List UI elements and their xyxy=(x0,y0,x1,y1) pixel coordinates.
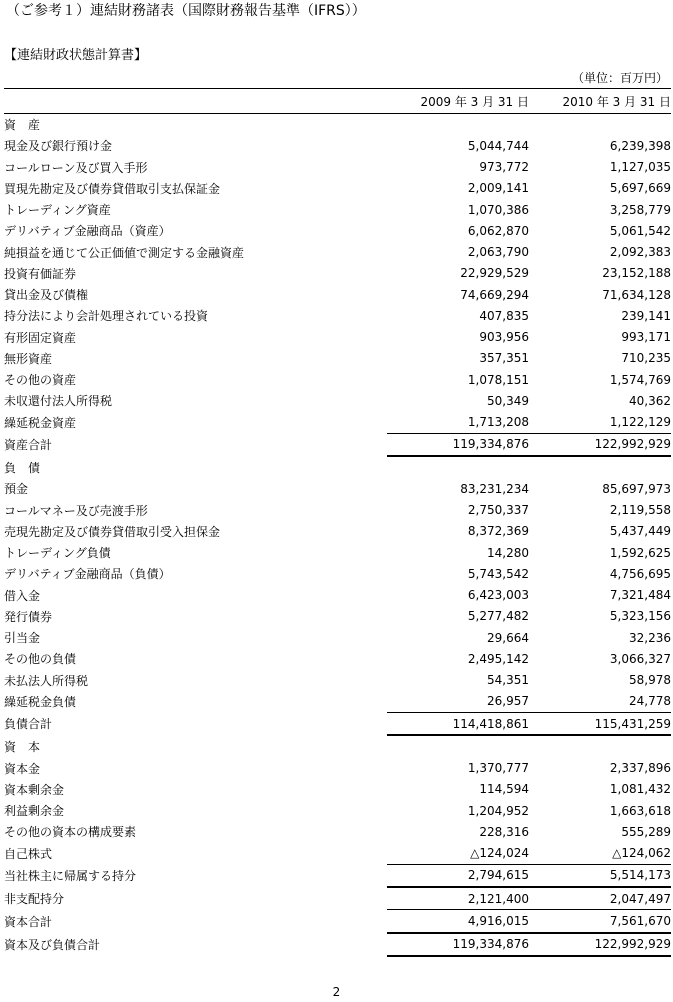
table-row xyxy=(4,606,671,627)
table-row xyxy=(4,779,671,800)
row-label: 預金 xyxy=(4,482,29,497)
value-2009: 26,957 xyxy=(487,694,529,709)
table-row xyxy=(4,178,671,199)
table-row xyxy=(4,456,671,478)
value-2010: 1,081,432 xyxy=(609,782,671,797)
value-2009: 5,044,744 xyxy=(467,138,529,153)
row-label: コールローン及び買入手形 xyxy=(4,160,148,175)
row-label: 自己株式 xyxy=(4,846,53,861)
row-label: 有形固定資産 xyxy=(4,330,77,345)
value-2010: 5,697,669 xyxy=(609,181,671,196)
row-label: 繰延税金負債 xyxy=(4,695,77,710)
table-row xyxy=(4,305,671,326)
value-2009: 114,418,861 xyxy=(387,713,529,736)
header-label-cell xyxy=(4,89,387,114)
row-label: 資本剰余金 xyxy=(4,782,65,797)
value-2010: 2,092,383 xyxy=(609,245,671,260)
table-row xyxy=(4,135,671,156)
value-2009: 1,204,952 xyxy=(467,803,529,818)
value-2009: 1,370,777 xyxy=(467,761,529,776)
table-row xyxy=(4,157,671,178)
row-label: 未払法人所得税 xyxy=(4,673,89,688)
row-label: 純損益を通じて公正価値で測定する金融資産 xyxy=(4,245,245,260)
row-label: 借入金 xyxy=(4,588,41,603)
row-label: トレーディング資産 xyxy=(4,203,111,218)
value-2009: 903,956 xyxy=(479,330,529,345)
value-2009: 22,929,529 xyxy=(460,266,529,281)
table-row xyxy=(4,585,671,606)
value-2010: 1,127,035 xyxy=(609,160,671,175)
value-2009 xyxy=(387,735,529,757)
row-label: その他の資本の構成要素 xyxy=(4,825,137,840)
row-label: デリバティブ金融商品（負債） xyxy=(4,567,171,582)
value-2010: 6,239,398 xyxy=(609,138,671,153)
value-2009: 2,009,141 xyxy=(467,181,529,196)
value-2010: 122,992,929 xyxy=(529,433,671,456)
value-2009 xyxy=(387,114,529,136)
value-2010: 4,756,695 xyxy=(609,566,671,581)
value-2009: 2,750,337 xyxy=(467,503,529,518)
value-2009: 119,334,876 xyxy=(387,933,529,956)
value-2009: 4,916,015 xyxy=(387,910,529,933)
value-2009: 228,316 xyxy=(479,824,529,839)
row-label: トレーディング負債 xyxy=(4,546,111,561)
value-2010: 5,514,173 xyxy=(529,864,671,887)
table-row xyxy=(4,887,671,910)
value-2009: 114,594 xyxy=(479,782,529,797)
value-2010: 2,047,497 xyxy=(609,891,671,906)
value-2009: 6,423,003 xyxy=(467,588,529,603)
value-2010: 5,323,156 xyxy=(609,609,671,624)
row-label: 貸出金及び債権 xyxy=(4,288,89,303)
value-2010: 1,592,625 xyxy=(609,545,671,560)
row-label: 資本金 xyxy=(4,761,41,776)
value-2009: 1,070,386 xyxy=(467,202,529,217)
value-2009: 5,743,542 xyxy=(467,566,529,581)
row-label: 未収還付法人所得税 xyxy=(4,394,113,409)
row-label: 売現先勘定及び債券貸借取引受入担保金 xyxy=(4,524,221,539)
row-label: 利益剰余金 xyxy=(4,804,65,819)
value-2010: 71,634,128 xyxy=(602,287,671,302)
row-label: コールマネー及び売渡手形 xyxy=(4,503,148,518)
row-label: その他の負債 xyxy=(4,652,77,667)
row-label: 資本合計 xyxy=(4,914,53,929)
row-label: 発行債券 xyxy=(4,609,53,624)
value-2010 xyxy=(529,114,671,136)
row-label: 投資有価証券 xyxy=(4,266,77,281)
value-2010: 2,337,896 xyxy=(609,761,671,776)
table-row xyxy=(4,348,671,369)
table-row xyxy=(4,433,671,456)
header-date-2009: 2009 年 3 月 31 日 xyxy=(387,89,529,114)
unit-label: （単位：百万円） xyxy=(571,71,668,85)
value-2009: 50,349 xyxy=(487,393,529,408)
value-2010: 122,992,929 xyxy=(529,933,671,956)
table-row xyxy=(4,627,671,648)
row-label: デリバティブ金融商品（資産） xyxy=(4,224,171,239)
value-2009: 14,280 xyxy=(487,545,529,560)
value-2010: 115,431,259 xyxy=(529,713,671,736)
table-row xyxy=(4,369,671,390)
value-2010: 85,697,973 xyxy=(602,481,671,496)
table-row xyxy=(4,648,671,669)
value-2009: 5,277,482 xyxy=(467,609,529,624)
value-2009: 83,231,234 xyxy=(460,481,529,496)
value-2009: 2,121,400 xyxy=(467,891,529,906)
table-row xyxy=(4,691,671,713)
value-2010 xyxy=(529,735,671,757)
value-2009: 119,334,876 xyxy=(387,433,529,456)
table-row xyxy=(4,933,671,956)
table-row xyxy=(4,758,671,779)
table-row xyxy=(4,242,671,263)
table-row xyxy=(4,114,671,136)
row-label: 負債合計 xyxy=(4,717,53,732)
value-2009: 29,664 xyxy=(487,630,529,645)
table-header-row xyxy=(4,89,671,114)
table-row xyxy=(4,263,671,284)
value-2009: 973,772 xyxy=(479,160,529,175)
value-2010: 5,437,449 xyxy=(609,524,671,539)
value-2010: 40,362 xyxy=(629,393,671,408)
table-row xyxy=(4,910,671,933)
table-row xyxy=(4,220,671,241)
header-date-2010: 2010 年 3 月 31 日 xyxy=(529,89,671,114)
row-label: 現金及び銀行預け金 xyxy=(4,139,113,154)
row-label: 負 債 xyxy=(4,460,41,475)
row-label: 引当金 xyxy=(4,631,41,646)
value-2010: 555,289 xyxy=(621,824,671,839)
table-row xyxy=(4,821,671,842)
value-2009: 8,372,369 xyxy=(467,524,529,539)
value-2009: 1,713,208 xyxy=(467,415,529,430)
table-row xyxy=(4,713,671,736)
row-label: 持分法により会計処理されている投資 xyxy=(4,309,209,324)
value-2009: 6,062,870 xyxy=(467,223,529,238)
value-2010: 32,236 xyxy=(629,630,671,645)
value-2009: 54,351 xyxy=(487,673,529,688)
value-2009: 2,063,790 xyxy=(467,245,529,260)
value-2010: 1,122,129 xyxy=(609,415,671,430)
value-2010: △124,062 xyxy=(612,846,671,861)
value-2010: 1,574,769 xyxy=(609,372,671,387)
value-2010: 3,066,327 xyxy=(609,651,671,666)
table-row xyxy=(4,843,671,865)
value-2009: 74,669,294 xyxy=(460,287,529,302)
row-label: 資 本 xyxy=(4,739,41,754)
value-2010: 7,561,670 xyxy=(529,910,671,933)
table-row xyxy=(4,670,671,691)
value-2010: 7,321,484 xyxy=(609,588,671,603)
value-2009: 1,078,151 xyxy=(467,372,529,387)
value-2010: 710,235 xyxy=(621,351,671,366)
table-row xyxy=(4,199,671,220)
document-title: （ご参考１）連結財務諸表（国際財務報告基準（IFRS）） xyxy=(6,3,366,19)
value-2009: 357,351 xyxy=(479,351,529,366)
row-label: 無形資産 xyxy=(4,351,53,366)
row-label: 繰延税金資産 xyxy=(4,415,77,430)
value-2009: 2,794,615 xyxy=(387,864,529,887)
value-2010: 5,061,542 xyxy=(609,223,671,238)
table-row xyxy=(4,800,671,821)
value-2010 xyxy=(529,456,671,478)
table-row xyxy=(4,478,671,499)
page-number: 2 xyxy=(332,985,341,999)
table-row xyxy=(4,284,671,305)
value-2010: 239,141 xyxy=(621,308,671,323)
row-label: 資 産 xyxy=(4,118,41,133)
value-2009 xyxy=(387,456,529,478)
table-row xyxy=(4,563,671,584)
table-row xyxy=(4,735,671,757)
table-row xyxy=(4,864,671,887)
row-label: 当社株主に帰属する持分 xyxy=(4,869,137,884)
table-row xyxy=(4,500,671,521)
row-label: 非支配持分 xyxy=(4,891,65,906)
value-2009: △124,024 xyxy=(470,846,529,861)
row-label: その他の資産 xyxy=(4,373,77,388)
table-row xyxy=(4,390,671,411)
value-2009: 407,835 xyxy=(479,308,529,323)
value-2010: 58,978 xyxy=(629,673,671,688)
statement-title: 【連結財政状態計算書】 xyxy=(4,48,148,63)
financial-position-table xyxy=(4,88,671,957)
table-row xyxy=(4,521,671,542)
value-2010: 3,258,779 xyxy=(609,202,671,217)
table-row xyxy=(4,542,671,563)
value-2010: 23,152,188 xyxy=(602,266,671,281)
table-row xyxy=(4,327,671,348)
row-label: 資産合計 xyxy=(4,438,53,453)
row-label: 資本及び負債合計 xyxy=(4,937,101,952)
value-2010: 2,119,558 xyxy=(609,503,671,518)
value-2010: 993,171 xyxy=(621,330,671,345)
row-label: 買現先勘定及び債券貸借取引支払保証金 xyxy=(4,181,221,196)
value-2010: 1,663,618 xyxy=(609,803,671,818)
table-row xyxy=(4,412,671,434)
value-2009: 2,495,142 xyxy=(467,651,529,666)
value-2010: 24,778 xyxy=(629,694,671,709)
